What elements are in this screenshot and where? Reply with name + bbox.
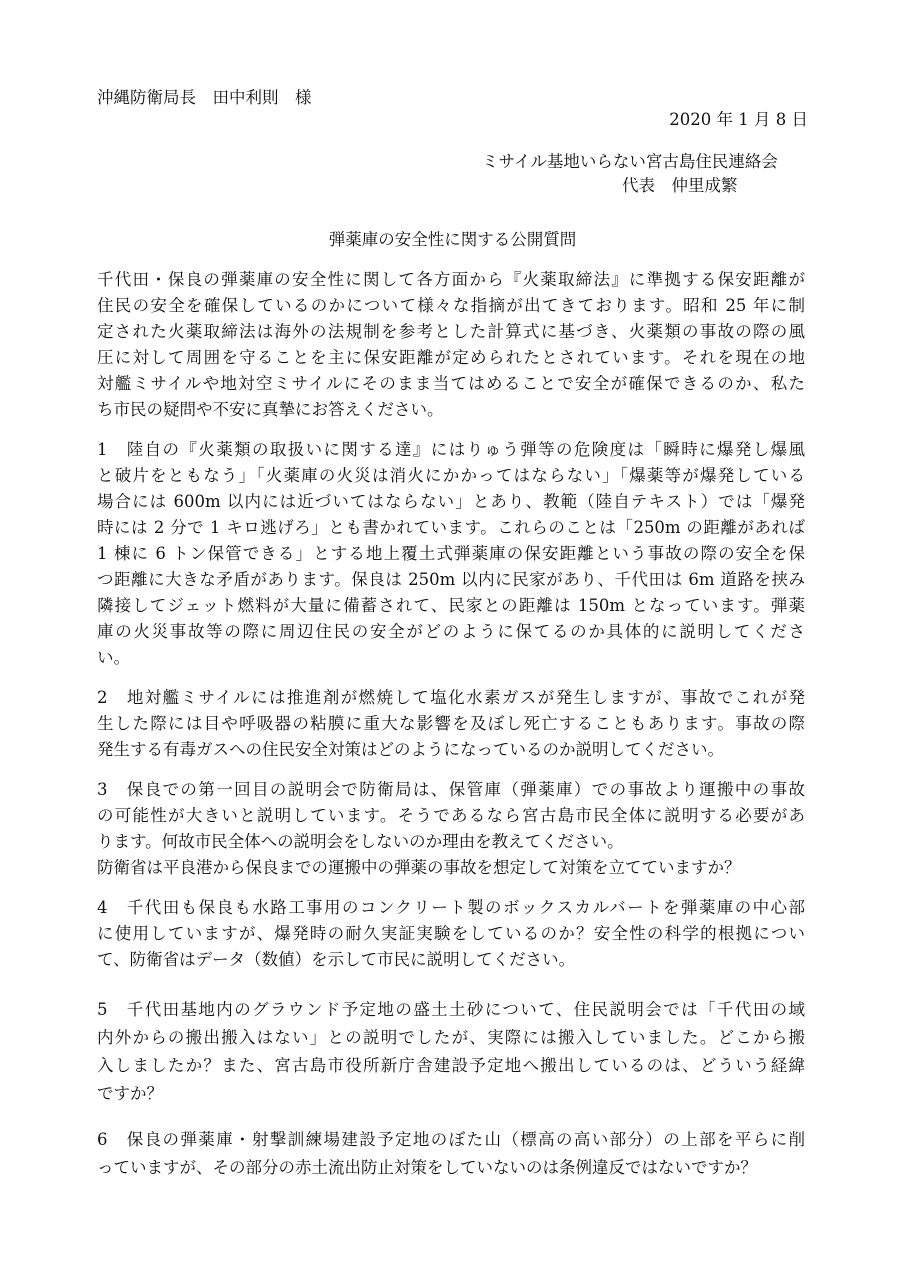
question-line: 生した際には目や呼吸器の粘膜に重大な影響を及ぼし死亡することもあります。事故の際 (97, 714, 805, 733)
question-line: に使用していますが、爆発時の耐久実証実験をしているのか？安全性の科学的根拠につい (97, 924, 805, 943)
question-line: 5 千代田基地内のグラウンド予定地の盛土土砂について、住民説明会では「千代田の域 (97, 1000, 805, 1019)
question-line: ります。何故市民全体への説明会をしないのか理由を教えてください。 (97, 832, 624, 851)
question-line: 隣接してジェット燃料が大量に備蓄されて、民家との距離は 150m となっています。弾薬 (97, 596, 805, 615)
question-line: 庫の火災事故等の際に周辺住民の安全がどのように保てるのか具体的に説明してくださ (97, 622, 805, 641)
intro-line: 対艦ミサイルや地対空ミサイルにそのまま当てはめることで安全が確保できるのか、私た (97, 374, 805, 393)
question-line: 4 千代田も保良も水路工事用のコンクリート製のボックスカルバートを弾薬庫の中心部 (97, 898, 805, 917)
question-line: 6 保良の弾薬庫・射撃訓練場建設予定地のぼた山（標高の高い部分）の上部を平らに削 (97, 1130, 805, 1149)
intro-line: 圧に対して周囲を守ることを主に保安距離が定められたとされています。それを現在の地 (97, 348, 805, 367)
question-line: て、防衛省はデータ（数値）を示して市民に説明してください。 (97, 950, 576, 969)
question-line: 1 棟に 6 トン保管できる」とする地上覆土式弾薬庫の保安距離という事故の際の安全を保 (97, 544, 805, 563)
document-date: 2020 年 1 月 8 日 (669, 110, 808, 129)
question-line: 場合には 600m 以内には近づいてはならない」とあり、教範（陸自テキスト）では「爆発 (97, 492, 805, 511)
question-line: 時には 2 分で 1 キロ逃げろ」とも書かれています。これらのことは「250m の距離があれば (97, 518, 805, 537)
question-line: と破片をともなう」「火薬庫の火災は消火にかかってはならない」「爆薬等が爆発している (97, 466, 805, 485)
question-line: の可能性が大きいと説明しています。そうであるなら宮古島市民全体に説明する必要があ (97, 806, 805, 825)
question-line: っていますが、その部分の赤土流出防止対策をしていないのは条例違反ではないですか？ (97, 1158, 757, 1177)
sender-representative: 代表 仲里成繁 (622, 176, 738, 195)
sender-organization: ミサイル基地いらない宮古島住民連絡会 (482, 152, 778, 171)
question-line: 入しましたか？また、宮古島市役所新庁舎建設予定地へ搬出しているのは、どういう経緯 (97, 1056, 805, 1075)
intro-line: 千代田・保良の弾薬庫の安全性に関して各方面から『火薬取締法』に準拠する保安距離が (97, 270, 805, 289)
addressee: 沖縄防衛局長 田中利則 様 (97, 88, 312, 107)
question-line: い。 (97, 648, 130, 667)
question-line: 防衛省は平良港から保良までの運搬中の弾薬の事故を想定して対策を立てていますか？ (97, 858, 741, 877)
intro-line: ち市民の疑問や不安に真摯にお答えください。 (97, 400, 444, 419)
question-line: つ距離に大きな矛盾があります。保良は 250m 以内に民家があり、千代田は 6m 道路を挟み (97, 570, 805, 589)
question-line: ですか？ (97, 1084, 163, 1103)
document-title: 弾薬庫の安全性に関する公開質問 (328, 230, 577, 249)
question-line: 1 陸自の『火薬類の取扱いに関する達』にはりゅう弾等の危険度は「瞬時に爆発し爆風 (97, 440, 805, 459)
question-line: 2 地対艦ミサイルには推進剤が燃焼して塩化水素ガスが発生しますが、事故でこれが発 (97, 688, 805, 707)
intro-line: 定された火薬取締法は海外の法規制を参考とした計算式に基づき、火薬類の事故の際の風 (97, 322, 805, 341)
question-line: 3 保良での第一回目の説明会で防衛局は、保管庫（弾薬庫）での事故より運搬中の事故 (97, 780, 805, 799)
question-line: 内外からの搬出搬入はない」との説明でしたが、実際には搬入していました。どこから搬 (97, 1028, 805, 1047)
question-line: 発生する有毒ガスへの住民安全対策はどのようになっているのか説明してください。 (97, 740, 724, 759)
intro-line: 住民の安全を確保しているのかについて様々な指摘が出てきております。昭和 25 年に制 (97, 296, 805, 315)
